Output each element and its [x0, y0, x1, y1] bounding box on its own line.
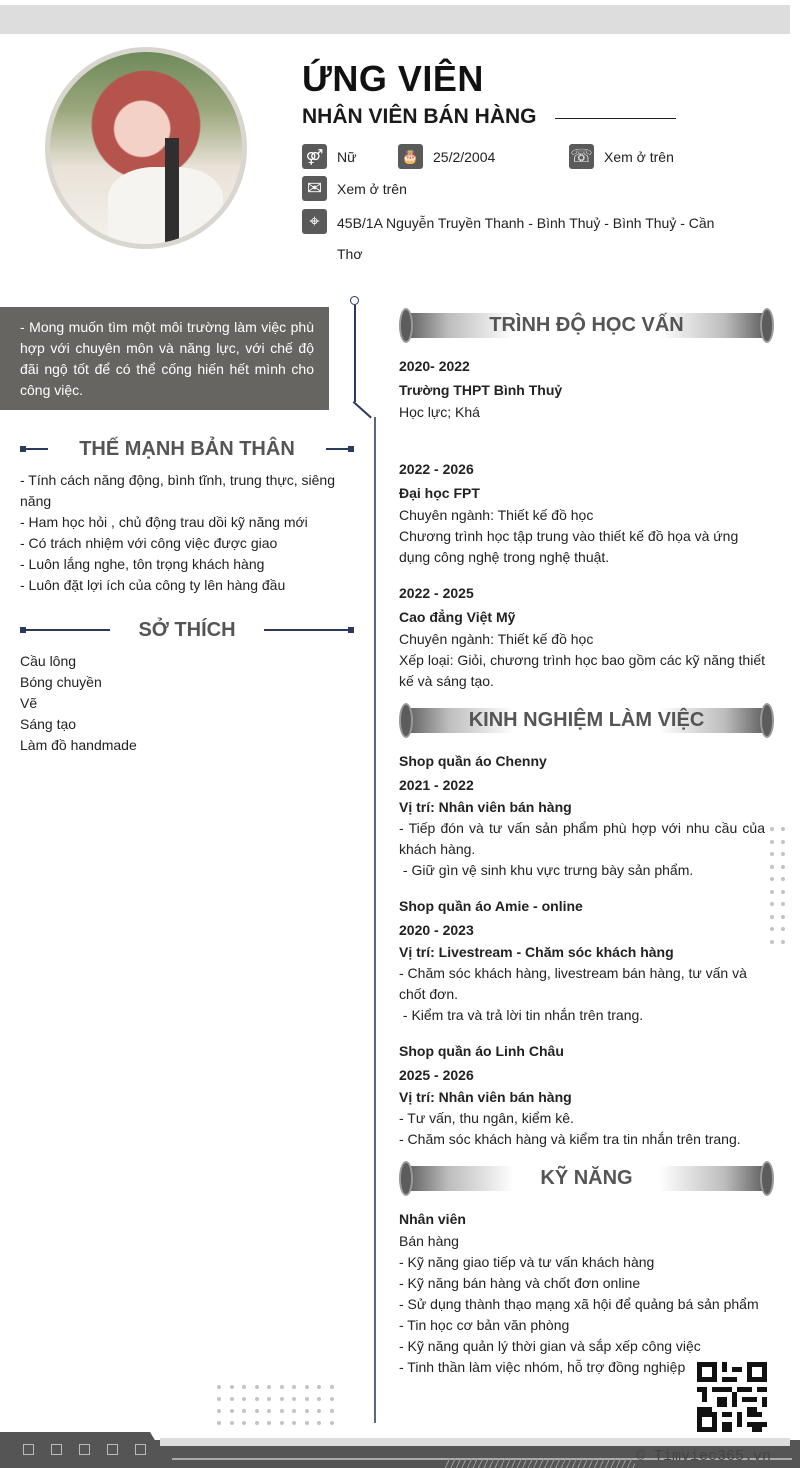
- phone-info: [569, 144, 674, 169]
- square-icon: [51, 1444, 62, 1455]
- list-item: - Luôn lắng nghe, tôn trọng khách hàng: [20, 556, 265, 572]
- divider: [555, 118, 676, 119]
- list-item: Vẽ: [20, 695, 38, 711]
- skills-heading: KỸ NĂNG: [399, 1161, 774, 1196]
- qr-code: [697, 1362, 767, 1432]
- birthday-info: [398, 144, 495, 169]
- phone-value: Xem ở trên: [604, 148, 674, 165]
- education-item: 2020- 2022 Trường THPT Bình Thuỷ Học lực; Khá: [399, 358, 563, 420]
- job-position: NHÂN VIÊN BÁN HÀNG: [302, 105, 537, 128]
- experience-item: Shop quần áo Amie - online 2020 - 2023 Vị trí: Livestream - Chăm sóc khách hàng - Chăm sóc khách hàng, livestream bán hàng, tư vấn và chốt đơn. - Kiểm tra và trả lời tin nhắn trên trang.: [399, 898, 747, 1023]
- phone-icon: ☏: [569, 144, 594, 169]
- experience-item: Shop quần áo Chenny 2021 - 2022 Vị trí: Nhân viên bán hàng - Tiếp đón và tư vấn sản phẩm phù hợp với nhu cầu của khách hàng. - Giữ gìn vệ sinh khu vực trưng bày sản phẩm.: [399, 753, 765, 878]
- education-heading: TRÌNH ĐỘ HỌC VẤN: [399, 308, 774, 343]
- timeline-line: [374, 417, 376, 1423]
- strengths-heading: THẾ MẠNH BẢN THÂN: [20, 437, 354, 461]
- gender-icon: ⚤: [302, 144, 327, 169]
- timeline-line: [353, 401, 372, 418]
- birthday-cake-icon: 🎂: [398, 144, 423, 169]
- email-icon: ✉: [302, 176, 327, 201]
- address-value: 45B/1A Nguyễn Truyền Thanh - Bình Thuỷ - Bình Thuỷ - Cần Thơ: [337, 215, 715, 262]
- list-item: - Tính cách năng động, bình tĩnh, trung thực, siêng năng: [20, 472, 335, 509]
- list-item: - Ham học hỏi , chủ động trau dồi kỹ năng mới: [20, 514, 308, 530]
- footer-stripe: [160, 1438, 790, 1446]
- timeline-start-dot: [350, 296, 359, 305]
- gender-info: [302, 144, 356, 169]
- hobbies-list: [20, 651, 360, 756]
- list-item: Làm đồ handmade: [20, 737, 137, 753]
- skills-list: Nhân viên Bán hàng - Kỹ năng giao tiếp và tư vấn khách hàng - Kỹ năng bán hàng và chốt đơn online - Sử dụng thành thạo mạng xã hội để quảng bá sản phẩm - Tin học cơ bản văn phòng - Kỹ năng quản lý thời gian và sắp xếp công việc - Tinh thần làm việc nhóm, hỗ trợ đồng nghiệp: [399, 1211, 759, 1375]
- gender-value: Nữ: [337, 148, 357, 165]
- email-info: [302, 176, 407, 201]
- location-pin-icon: ⌖: [302, 209, 327, 234]
- education-item: 2022 - 2026 Đại học FPT Chuyên ngành: Thiết kế đồ học Chương trình học tập trung vào thiết kế đồ họa và ứng dụng công nghệ trong nghệ thuật.: [399, 461, 739, 565]
- list-item: Cầu lông: [20, 653, 77, 669]
- square-icon: [79, 1444, 90, 1455]
- square-icon: [107, 1444, 118, 1455]
- watermark: © Timviec365.vn: [636, 1448, 772, 1465]
- candidate-name: ỨNG VIÊN: [302, 58, 484, 99]
- education-item: 2022 - 2025 Cao đẳng Việt Mỹ Chuyên ngành: Thiết kế đồ học Xếp loại: Giỏi, chương trình học bao gồm các kỹ năng thiết kế và sáng tạo.: [399, 585, 765, 689]
- decorative-dots: [770, 827, 785, 944]
- address-info: [302, 208, 742, 270]
- square-icon: [135, 1444, 146, 1455]
- email-value: Xem ở trên: [337, 180, 407, 197]
- experience-item: Shop quần áo Linh Châu 2025 - 2026 Vị trí: Nhân viên bán hàng - Tư vấn, thu ngân, kiểm kê. - Chăm sóc khách hàng và kiểm tra tin nhắn trên trang.: [399, 1043, 741, 1147]
- hobbies-heading: SỞ THÍCH: [20, 618, 354, 642]
- experience-heading: KINH NGHIỆM LÀM VIỆC: [399, 703, 774, 738]
- avatar: [45, 47, 247, 249]
- timeline-line: [354, 305, 356, 402]
- list-item: Bóng chuyền: [20, 674, 102, 690]
- decorative-dots: [217, 1385, 334, 1425]
- list-item: - Luôn đặt lợi ích của công ty lên hàng đầu: [20, 577, 286, 593]
- career-objective: - Mong muốn tìm một môi trường làm việc phù hợp với chuyên môn và năng lực, với chế độ đãi ngộ tốt để có thể cống hiến hết mình cho công việc.: [0, 307, 329, 410]
- strengths-list: [20, 470, 360, 596]
- birthday-value: 25/2/2004: [433, 148, 496, 165]
- profile-photo: [50, 52, 242, 244]
- top-bar: [0, 5, 790, 34]
- footer-hatch: [445, 1458, 635, 1468]
- square-icon: [23, 1444, 34, 1455]
- list-item: - Có trách nhiệm với công việc được giao: [20, 535, 278, 551]
- list-item: Sáng tạo: [20, 716, 77, 732]
